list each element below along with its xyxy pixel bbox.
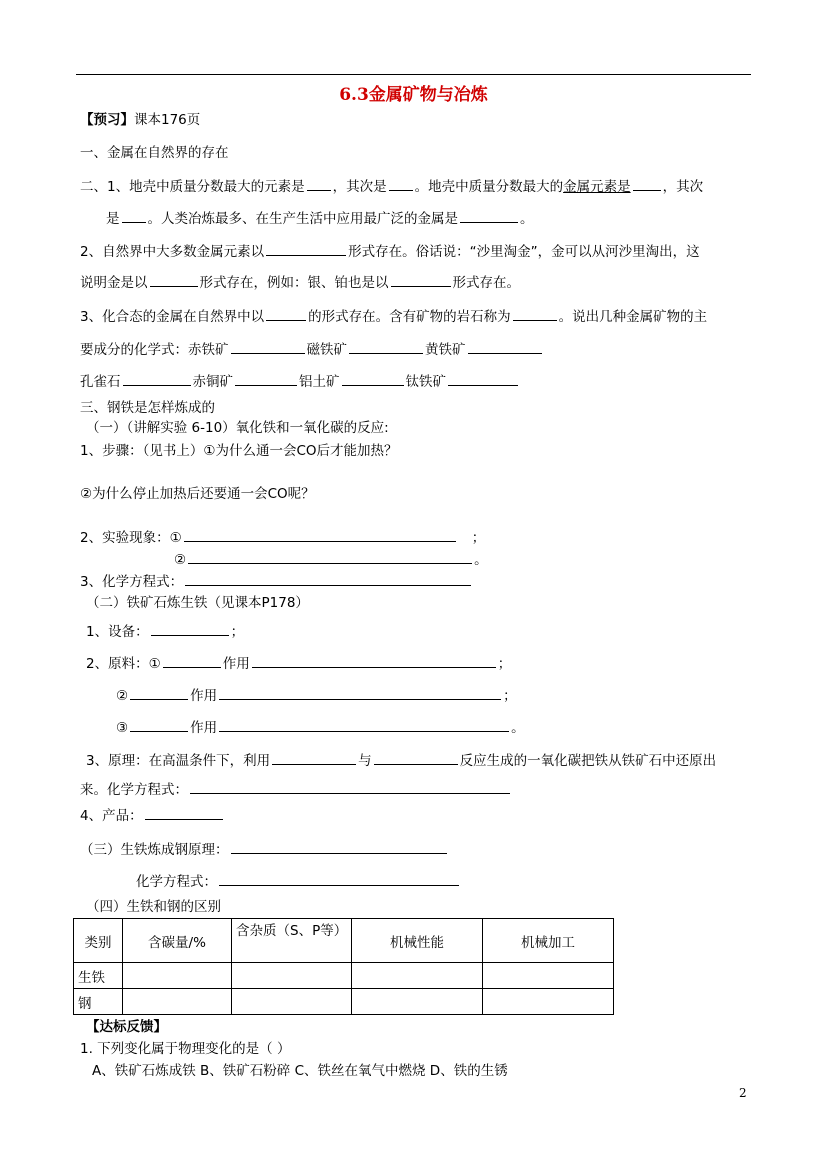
preview-text: 课本176页 — [134, 112, 201, 128]
phenomenon-line-1 — [80, 527, 485, 548]
section-3-heading: 三、钢铁是怎样炼成的 — [80, 400, 215, 416]
equipment-line — [86, 621, 244, 642]
raw-material-line-1 — [86, 653, 511, 674]
table-cell — [483, 963, 614, 989]
table-row-label: 生铁 — [74, 963, 123, 989]
principle-line-1 — [86, 750, 716, 771]
q3-text-f: 黄铁矿 — [425, 342, 466, 358]
question-2-line-1 — [80, 241, 700, 262]
principle-text-b: 与 — [358, 753, 372, 769]
table-row-label: 钢 — [74, 989, 123, 1015]
part-3-equation-label: 化学方程式： — [136, 874, 217, 890]
raw-end-3: 。 — [511, 720, 525, 736]
blank — [188, 549, 472, 564]
q3b-text-d: 钛铁矿 — [405, 374, 446, 390]
product-label: 4、产品： — [80, 808, 143, 824]
q3-text-b: 的形式存在。含有矿物的岩石称为 — [308, 309, 511, 325]
q3-text-c: 。说出几种金属矿物的主 — [558, 309, 708, 325]
principle-text-c: 反应生成的一氧化碳把铁从铁矿石中还原出 — [459, 753, 717, 769]
q1-text-d: 金属元素是 — [563, 179, 631, 195]
blank — [460, 208, 518, 223]
part-4-heading: （四）生铁和钢的区别 — [86, 899, 221, 915]
blank — [633, 176, 661, 191]
table-cell — [232, 963, 352, 989]
equipment-end: ； — [230, 624, 245, 640]
blank — [130, 717, 188, 732]
blank — [342, 371, 404, 386]
raw-use-2: 作用 — [190, 688, 218, 704]
table-row — [74, 963, 614, 989]
equation-label: 3、化学方程式： — [80, 574, 184, 590]
table-cell — [352, 989, 483, 1015]
phenomenon-line-2 — [174, 549, 488, 570]
blank — [389, 176, 413, 191]
q3-text-a: 3、化合态的金属在自然界中以 — [80, 309, 265, 325]
table-header-cell: 含碳量/% — [123, 919, 232, 963]
blank — [219, 871, 459, 886]
raw-use-3: 作用 — [190, 720, 218, 736]
q3-text-e: 磁铁矿 — [306, 342, 347, 358]
page-title: 6.3金属矿物与冶炼 — [339, 85, 488, 105]
page-number: 2 — [739, 1086, 747, 1100]
table-header-cell: 机械加工 — [483, 919, 614, 963]
q3b-text-b: 赤铜矿 — [192, 374, 233, 390]
raw-end-2: ； — [503, 688, 517, 704]
blank — [130, 685, 188, 700]
q1-text-h: 。 — [520, 211, 534, 227]
raw-material-line-2 — [116, 685, 517, 706]
question-2-line-2 — [80, 272, 520, 293]
equation-line — [80, 571, 473, 592]
q2-text-e: 形式存在。 — [452, 275, 520, 291]
blank — [150, 272, 198, 287]
phenomenon-end-2: 。 — [474, 552, 488, 568]
step-question-1: （见书上）①为什么通一会CO后才能加热？ — [142, 443, 398, 459]
header-rule — [76, 74, 751, 75]
q1-text-g: 。人类冶炼最多、在生产生活中应用最广泛的金属是 — [147, 211, 458, 227]
blank — [122, 208, 146, 223]
raw-mark-2: ② — [116, 688, 129, 704]
blank — [190, 779, 510, 794]
table-header-cell: 类别 — [74, 919, 123, 963]
equipment-label: 1、设备： — [86, 624, 149, 640]
principle-text-a: 3、原理：在高温条件下，利用 — [86, 753, 271, 769]
feedback-heading: 【达标反馈】 — [86, 1019, 167, 1035]
blank — [184, 527, 456, 542]
q2-text-d: 形式存在，例如：银、铂也是以 — [199, 275, 389, 291]
q3b-text-c: 铝土矿 — [299, 374, 340, 390]
raw-use-1: 作用 — [222, 656, 250, 672]
step-line — [80, 441, 398, 461]
blank — [145, 805, 223, 820]
q2-text-c: 说明金是以 — [80, 275, 148, 291]
blank — [185, 571, 471, 586]
table-row — [74, 989, 614, 1015]
question-3-line-2 — [80, 339, 544, 360]
blank — [231, 339, 305, 354]
section-1-heading: 一、金属在自然界的存在 — [80, 145, 229, 161]
preview-line — [80, 110, 200, 130]
table-header-cell: 含杂质（S、P等） — [232, 919, 352, 963]
question-1-line-2 — [106, 208, 534, 229]
table-cell — [352, 963, 483, 989]
blank — [123, 371, 191, 386]
q3-text-d: 要成分的化学式：赤铁矿 — [80, 342, 229, 358]
phenomenon-end-1: ； — [471, 530, 486, 546]
step-question-2: ②为什么停止加热后还要通一会CO呢？ — [80, 486, 315, 502]
part-3-heading: （三）生铁炼成钢原理： — [80, 842, 229, 858]
blank — [513, 306, 557, 321]
blank — [374, 750, 458, 765]
preview-tag: 【预习】 — [80, 112, 134, 128]
table-header-row — [74, 919, 614, 963]
principle-line-2 — [80, 779, 512, 800]
phenomenon-mark-2: ② — [174, 552, 187, 568]
part-1-heading: （一）（讲解实验 6-10）氧化铁和一氧化碳的反应: — [86, 420, 389, 436]
blank — [349, 339, 423, 354]
step-label: 1、步骤： — [80, 443, 143, 459]
q1-text-a: 二、1、地壳中质量分数最大的元素是 — [80, 179, 305, 195]
feedback-question-1: 1. 下列变化属于物理变化的是（ ） — [80, 1041, 291, 1057]
blank — [272, 750, 356, 765]
raw-material-line-3 — [116, 717, 525, 738]
blank — [163, 653, 221, 668]
raw-label: 2、原料：① — [86, 656, 161, 672]
q1-text-b: ，其次是 — [332, 179, 387, 195]
table-cell — [232, 989, 352, 1015]
q1-text-f: 是 — [106, 211, 120, 227]
product-line — [80, 805, 225, 826]
blank — [448, 371, 518, 386]
table-cell — [123, 963, 232, 989]
q3b-text-a: 孔雀石 — [80, 374, 121, 390]
q2-text-a: 2、自然界中大多数金属元素以 — [80, 244, 265, 260]
q1-text-e: ，其次 — [662, 179, 704, 195]
table-cell — [483, 989, 614, 1015]
blank — [266, 241, 346, 256]
comparison-table — [73, 918, 614, 1015]
table-cell — [123, 989, 232, 1015]
blank — [235, 371, 297, 386]
q2-text-b: 形式存在。俗话说：“沙里淘金”，金可以从河沙里淘出，这 — [348, 244, 700, 260]
blank — [252, 653, 496, 668]
phenomenon-label: 2、实验现象：① — [80, 530, 182, 546]
blank — [266, 306, 306, 321]
part-2-heading: （二）铁矿石炼生铁（见课本P178） — [86, 595, 309, 611]
raw-end-1: ； — [497, 656, 512, 672]
blank — [219, 717, 509, 732]
blank — [151, 621, 229, 636]
table-header-cell: 机械性能 — [352, 919, 483, 963]
q1-text-c: 。地壳中质量分数最大的 — [414, 179, 564, 195]
blank — [219, 685, 501, 700]
question-3-line-1 — [80, 306, 707, 327]
blank — [231, 839, 447, 854]
question-1-line-1 — [80, 176, 703, 197]
blank — [307, 176, 331, 191]
part-3-line — [80, 839, 449, 860]
feedback-options: A、铁矿石炼成铁 B、铁矿石粉碎 C、铁丝在氧气中燃烧 D、铁的生锈 — [92, 1063, 508, 1079]
blank — [391, 272, 451, 287]
principle-text-d: 来。化学方程式： — [80, 782, 188, 798]
question-3-line-3 — [80, 371, 520, 392]
blank — [468, 339, 542, 354]
part-3-equation-line — [136, 871, 461, 892]
raw-mark-3: ③ — [116, 720, 129, 736]
